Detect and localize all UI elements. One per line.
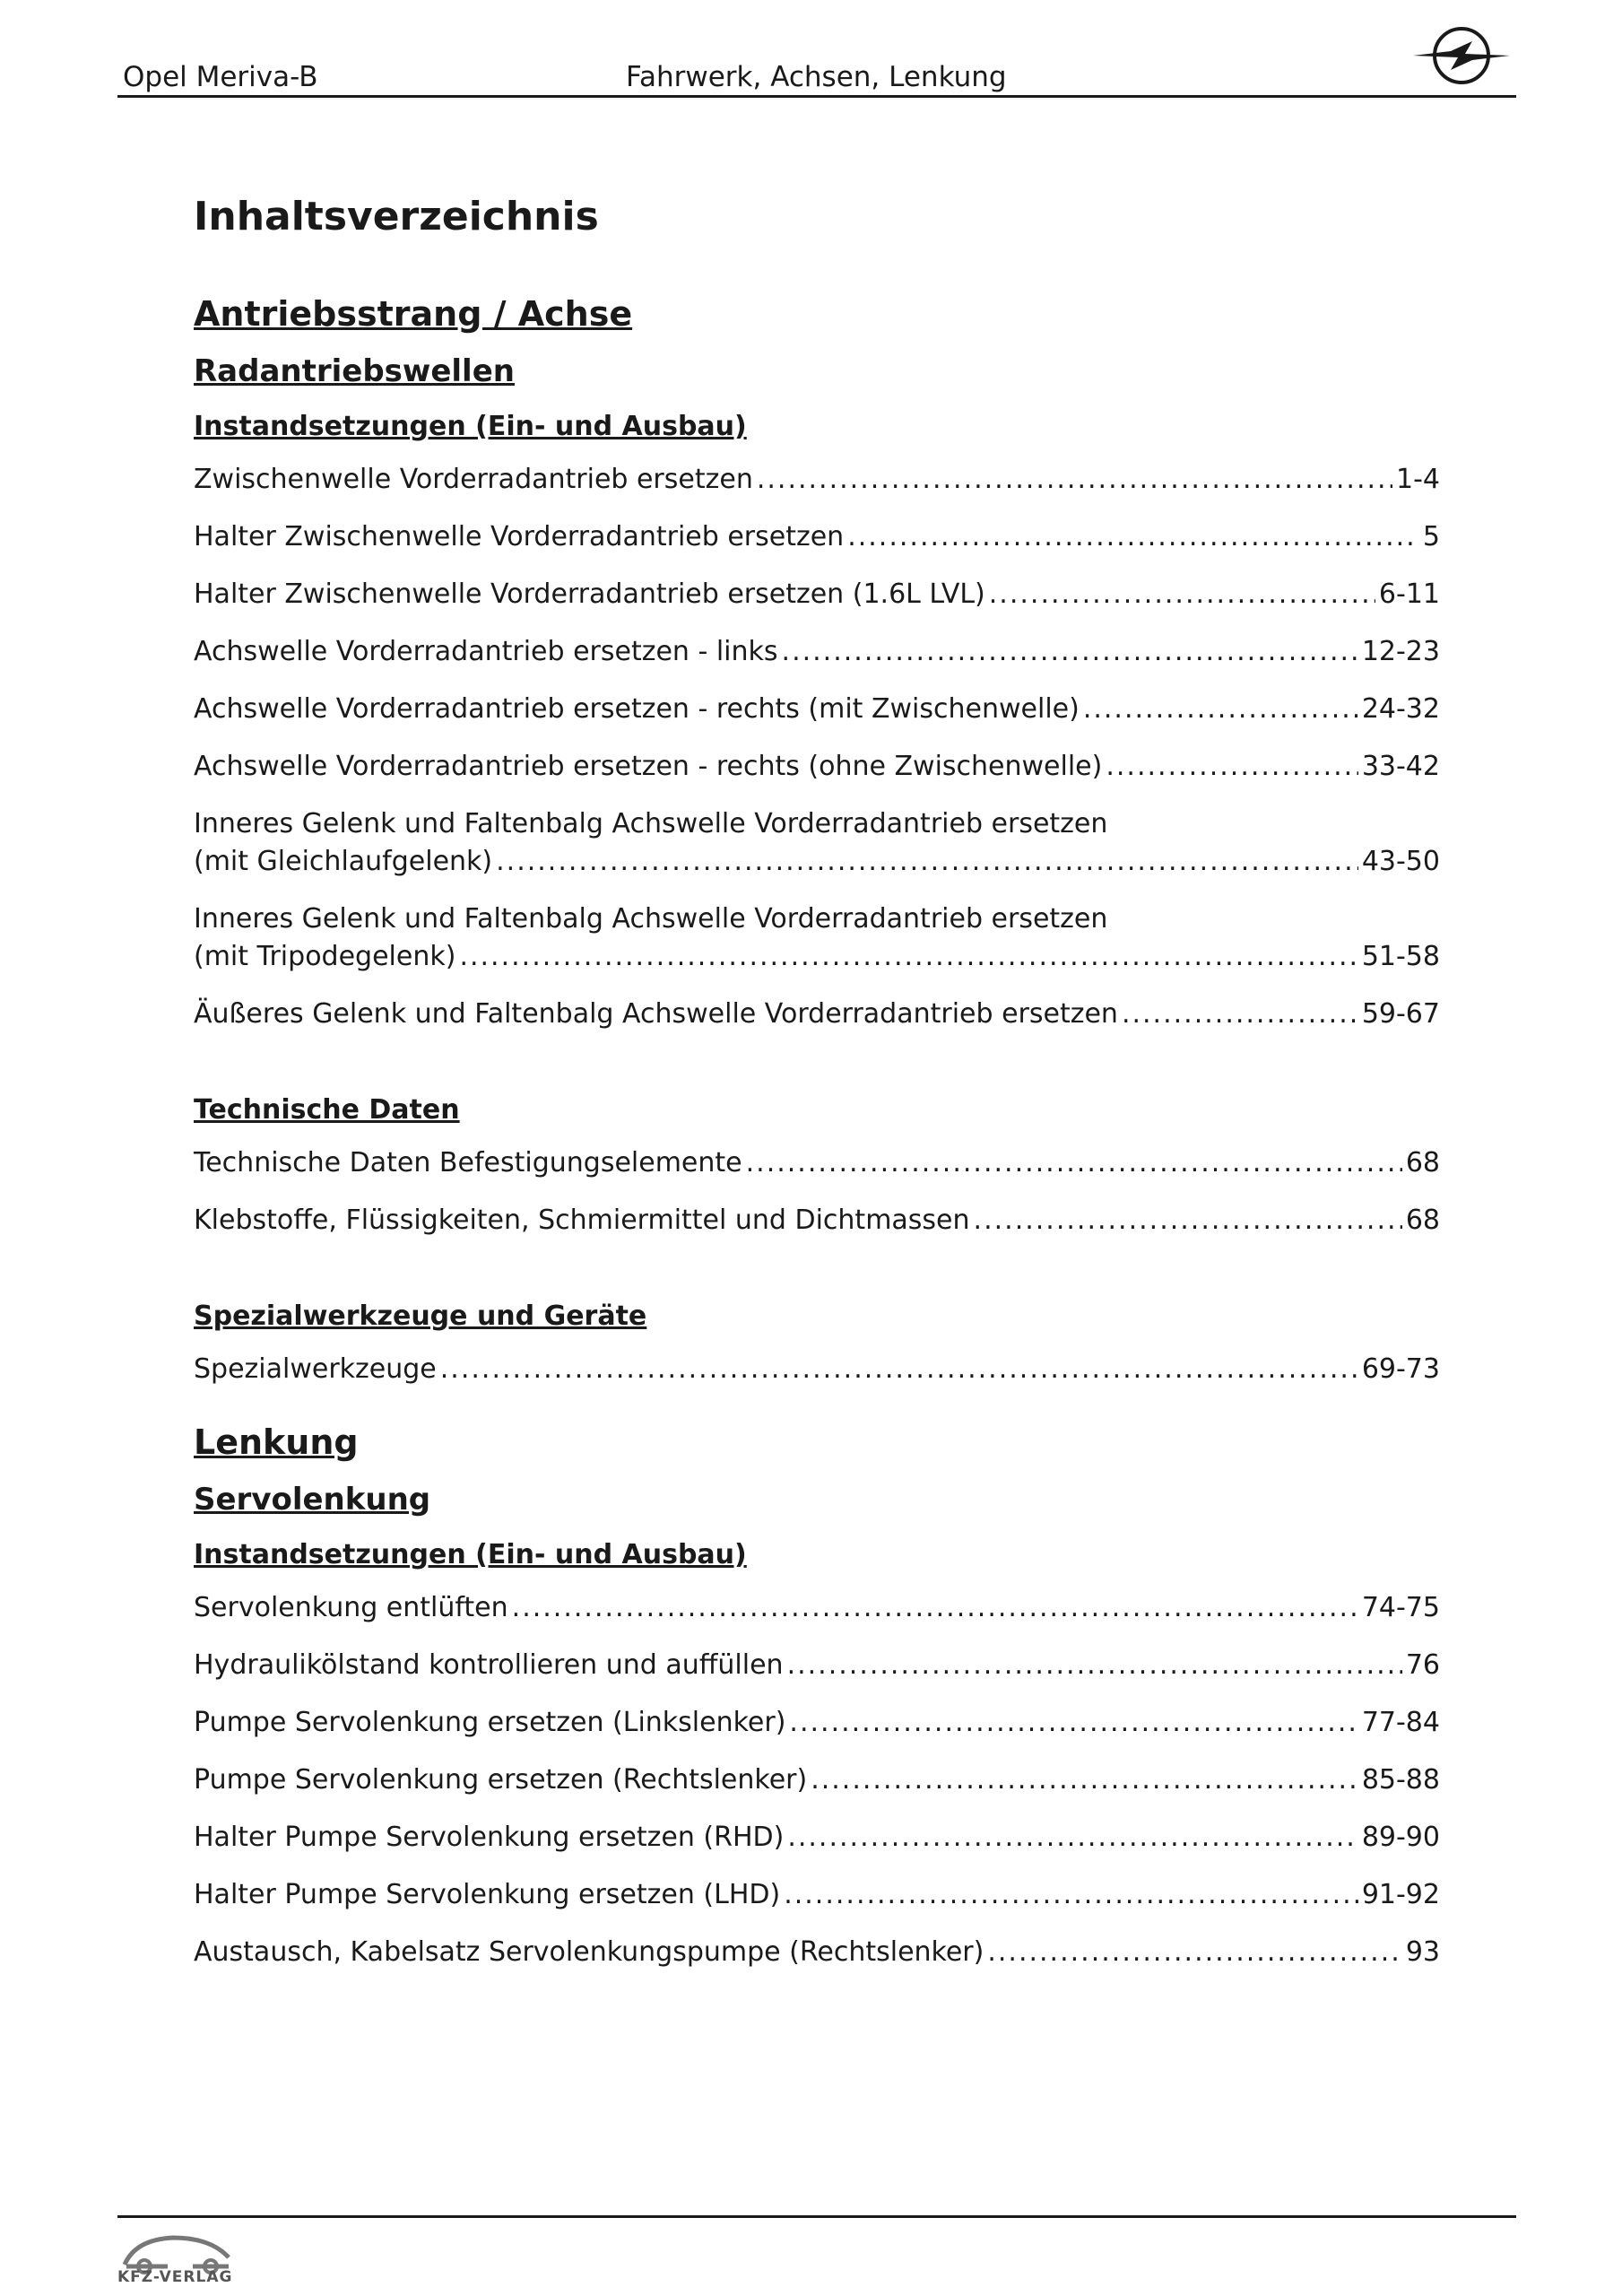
toc-entry[interactable] [194, 461, 1440, 499]
entry-pages: 5 [1422, 521, 1440, 552]
dot-leader [1083, 691, 1358, 728]
page-footer [117, 2215, 1516, 2286]
page-title: Inhaltsverzeichnis [194, 194, 599, 239]
toc-entry[interactable] [194, 1934, 1440, 1971]
entry-pages: 12-23 [1361, 636, 1440, 667]
dot-leader [782, 633, 1358, 671]
dot-leader [784, 1876, 1358, 1914]
group-title: Instandsetzungen (Ein- und Ausbau) [194, 1539, 747, 1570]
toc-entry[interactable] [194, 633, 1440, 671]
entry-title: Technische Daten Befestigungselemente [194, 1147, 742, 1178]
group-title: Spezialwerkzeuge und Geräte [194, 1300, 647, 1332]
toc-entry[interactable] [194, 1144, 1440, 1182]
dot-leader [789, 1704, 1357, 1742]
entry-pages: 69-73 [1361, 1353, 1440, 1385]
toc-entry[interactable] [194, 576, 1440, 613]
entry-pages: 6-11 [1378, 578, 1440, 610]
entry-title: Inneres Gelenk und Faltenbalg Achswelle Vorderradantrieb ersetzen [194, 808, 1108, 839]
toc-entry[interactable] [194, 1647, 1440, 1684]
entry-title-continued: (mit Tripodegelenk) [194, 941, 456, 972]
toc-section [194, 1415, 1440, 1971]
toc-group [194, 1295, 1440, 1388]
toc-entry[interactable] [194, 805, 1440, 881]
toc-group [194, 405, 1440, 1033]
entry-pages: 85-88 [1361, 1764, 1440, 1796]
entry-title: Achswelle Vorderradantrieb ersetzen - links [194, 636, 778, 667]
dot-leader [787, 1819, 1357, 1857]
entry-title: Äußeres Gelenk und Faltenbalg Achswelle Vorderradantrieb ersetzen [194, 998, 1118, 1030]
section-title: Lenkung [194, 1422, 359, 1462]
toc-entry[interactable] [194, 1761, 1440, 1799]
entry-pages: 1-4 [1396, 464, 1440, 495]
dot-leader [746, 1144, 1402, 1182]
entry-title: Pumpe Servolenkung ersetzen (Rechtslenker) [194, 1764, 808, 1796]
toc-section [194, 287, 1440, 1388]
dot-leader [987, 1934, 1401, 1971]
opel-logo-icon [1411, 23, 1512, 88]
entry-pages: 33-42 [1361, 751, 1440, 782]
toc-entry[interactable] [194, 1704, 1440, 1742]
entry-title: Achswelle Vorderradantrieb ersetzen - rechts (ohne Zwischenwelle) [194, 751, 1103, 782]
toc-group [194, 1534, 1440, 1971]
toc-entry[interactable] [194, 691, 1440, 728]
entry-title: Austausch, Kabelsatz Servolenkungspumpe (Rechtslenker) [194, 1936, 984, 1968]
entry-pages: 68 [1405, 1205, 1440, 1236]
dot-leader [1122, 996, 1358, 1033]
toc-entry[interactable] [194, 1819, 1440, 1857]
toc-content [194, 188, 1440, 1991]
entry-title: Halter Pumpe Servolenkung ersetzen (RHD) [194, 1822, 785, 1853]
toc-entry[interactable] [194, 518, 1440, 556]
toc-entry[interactable] [194, 1202, 1440, 1239]
toc-entry[interactable] [194, 900, 1440, 976]
section-subtitle: Radantriebswellen [194, 353, 515, 389]
entry-pages: 74-75 [1361, 1592, 1440, 1623]
entry-title: Halter Zwischenwelle Vorderradantrieb ersetzen (1.6L LVL) [194, 578, 985, 610]
entry-title: Inneres Gelenk und Faltenbalg Achswelle Vorderradantrieb ersetzen [194, 903, 1108, 935]
table-of-contents [194, 287, 1440, 1971]
toc-entry[interactable] [194, 1351, 1440, 1388]
entry-pages: 76 [1405, 1649, 1440, 1681]
entry-pages: 89-90 [1361, 1822, 1440, 1853]
dot-leader [989, 576, 1375, 613]
entry-pages: 51-58 [1361, 941, 1440, 972]
entry-pages: 93 [1405, 1936, 1440, 1968]
entry-pages: 68 [1405, 1147, 1440, 1178]
dot-leader [512, 1589, 1358, 1627]
section-subtitle: Servolenkung [194, 1482, 431, 1518]
page-header [117, 54, 1516, 98]
header-chapter: Fahrwerk, Achsen, Lenkung [626, 61, 1007, 93]
entry-title-continued: (mit Gleichlaufgelenk) [194, 846, 493, 877]
entry-title: Servolenkung entlüften [194, 1592, 508, 1623]
entry-title: Klebstoffe, Flüssigkeiten, Schmiermittel und Dichtmassen [194, 1205, 970, 1236]
dot-leader [974, 1202, 1402, 1239]
dot-leader [440, 1351, 1358, 1388]
entry-title: Halter Pumpe Servolenkung ersetzen (LHD) [194, 1879, 781, 1910]
entry-title: Halter Zwischenwelle Vorderradantrieb ersetzen [194, 521, 845, 552]
dot-leader [757, 461, 1392, 499]
toc-entry[interactable] [194, 1589, 1440, 1627]
group-title: Technische Daten [194, 1094, 460, 1126]
section-title: Antriebsstrang / Achse [194, 294, 633, 334]
toc-entry[interactable] [194, 748, 1440, 786]
header-model: Opel Meriva-B [123, 61, 318, 93]
toc-group [194, 1089, 1440, 1239]
toc-entry[interactable] [194, 996, 1440, 1033]
dot-leader [459, 938, 1357, 976]
dot-leader [787, 1647, 1402, 1684]
entry-pages: 77-84 [1361, 1707, 1440, 1738]
entry-title: Spezialwerkzeuge [194, 1353, 437, 1385]
entry-title: Zwischenwelle Vorderradantrieb ersetzen [194, 464, 753, 495]
dot-leader [847, 518, 1419, 556]
entry-title: Pumpe Servolenkung ersetzen (Linkslenker) [194, 1707, 786, 1738]
group-title: Instandsetzungen (Ein- und Ausbau) [194, 411, 747, 442]
footer-brand: KFZ-VERLAG [117, 2268, 233, 2286]
entry-pages: 24-32 [1361, 693, 1440, 725]
dot-leader [811, 1761, 1358, 1799]
dot-leader [496, 843, 1358, 881]
entry-pages: 59-67 [1361, 998, 1440, 1030]
entry-pages: 43-50 [1361, 846, 1440, 877]
entry-title: Achswelle Vorderradantrieb ersetzen - rechts (mit Zwischenwelle) [194, 693, 1080, 725]
entry-pages: 91-92 [1361, 1879, 1440, 1910]
entry-title: Hydraulikölstand kontrollieren und auffüllen [194, 1649, 784, 1681]
toc-entry[interactable] [194, 1876, 1440, 1914]
dot-leader [1106, 748, 1357, 786]
